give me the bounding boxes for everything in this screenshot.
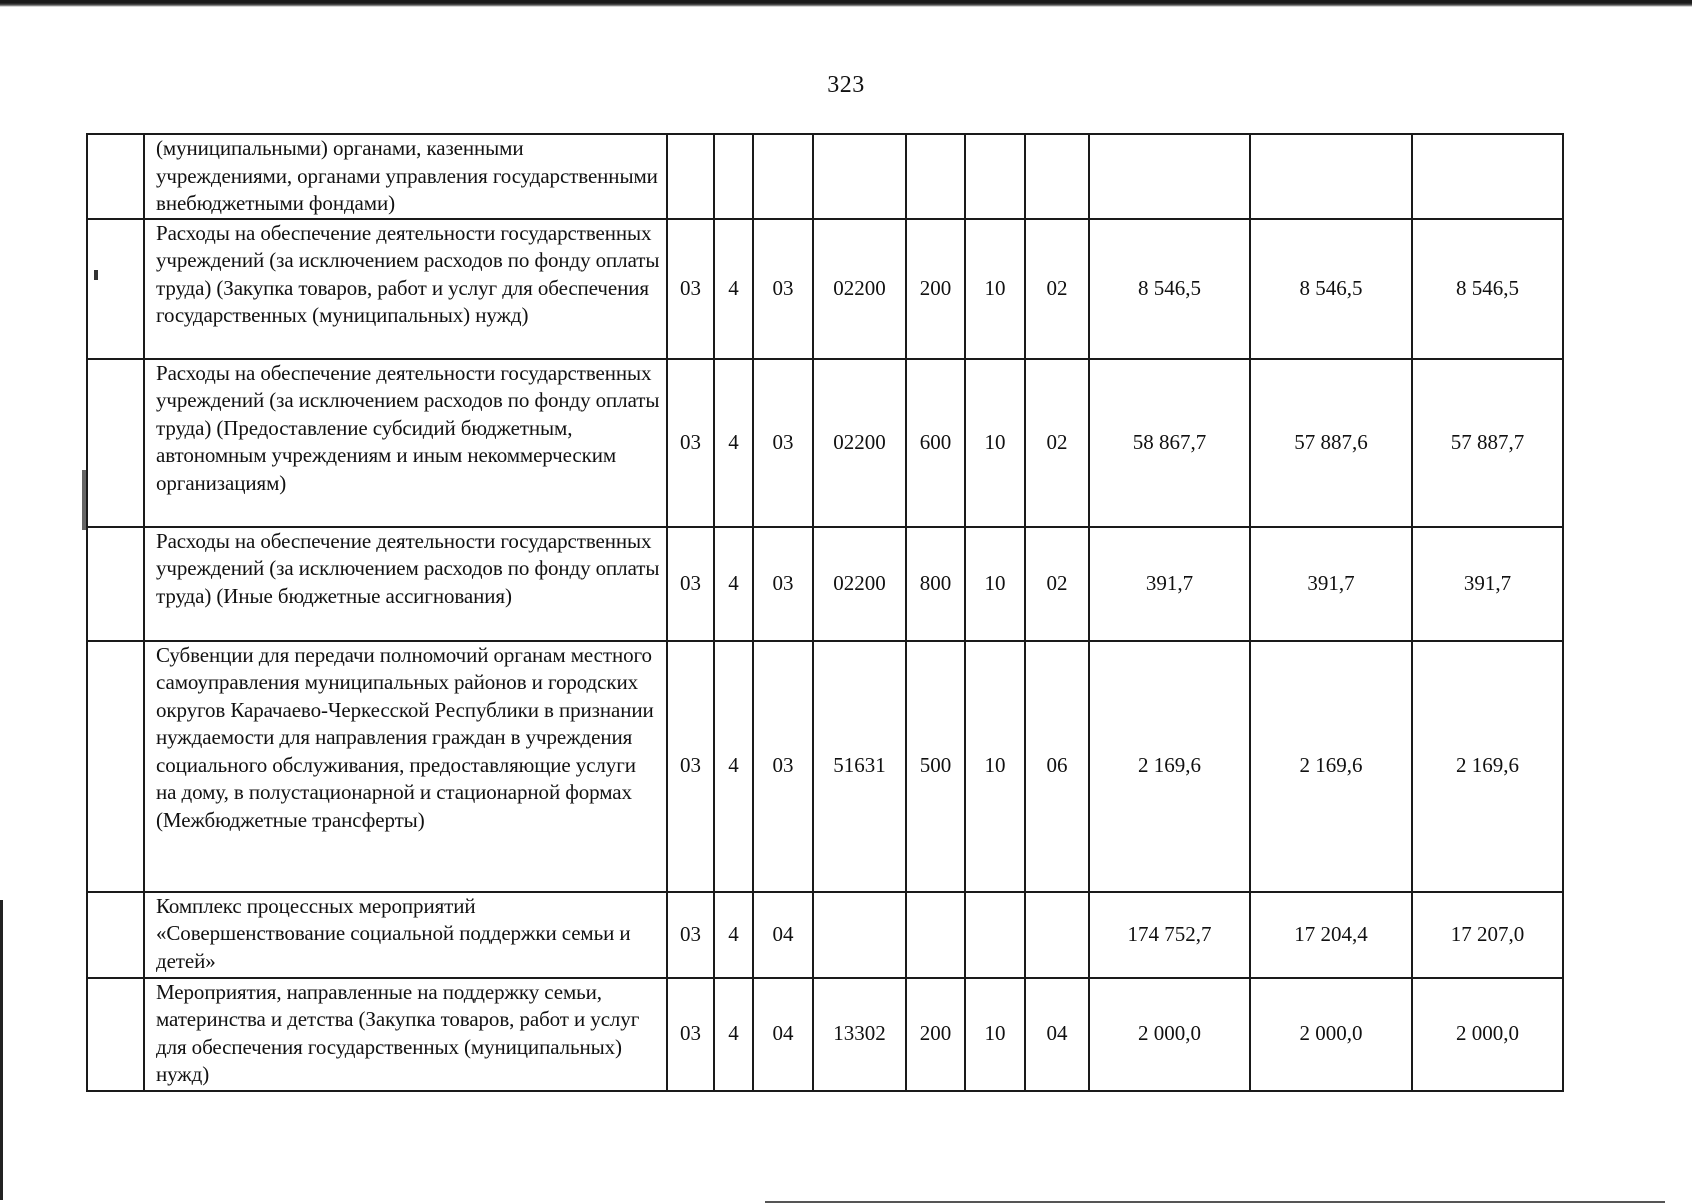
amount-cell: 2 169,6 [1250, 641, 1412, 892]
amount-cell [1412, 134, 1563, 219]
code-cell [906, 892, 965, 978]
code-cell: 02 [1025, 527, 1089, 641]
code-cell: 03 [667, 359, 714, 527]
row-number-cell [87, 134, 144, 219]
code-cell [753, 134, 813, 219]
expense-name: Расходы на обеспечение деятельности государственных учреждений (за исключением расходов по фонду оплаты труда) (Закупка товаров, работ и услуг для обеспечения государственных (муниципальных) нужд) [144, 219, 667, 359]
amount-cell [1250, 134, 1412, 219]
code-cell: 02200 [813, 527, 906, 641]
code-cell: 04 [753, 892, 813, 978]
expense-name: Расходы на обеспечение деятельности государственных учреждений (за исключением расходов по фонду оплаты труда) (Предоставление субсидий бюджетным, автономным учреждениям и иным некоммерческим организациям) [144, 359, 667, 527]
code-cell: 10 [965, 359, 1025, 527]
amount-cell: 17 207,0 [1412, 892, 1563, 978]
amount-cell: 2 000,0 [1412, 978, 1563, 1091]
expense-name: Субвенции для передачи полномочий органам местного самоуправления муниципальных районов и городских округов Карачаево-Черкесской Республики в признании нуждаемости для направления граждан в учреждения социального обслуживания, предоставляющие услуги на дому, в полустационарной и стационарной формах (Межбюджетные трансферты) [144, 641, 667, 892]
table-row [87, 219, 1563, 359]
code-cell [813, 892, 906, 978]
code-cell: 600 [906, 359, 965, 527]
row-number-cell [87, 892, 144, 978]
amount-cell: 174 752,7 [1089, 892, 1250, 978]
amount-cell: 391,7 [1089, 527, 1250, 641]
amount-cell: 391,7 [1412, 527, 1563, 641]
amount-cell: 2 000,0 [1089, 978, 1250, 1091]
code-cell: 4 [714, 219, 753, 359]
amount-cell: 8 546,5 [1089, 219, 1250, 359]
code-cell [667, 134, 714, 219]
code-cell: 03 [667, 219, 714, 359]
amount-cell: 8 546,5 [1412, 219, 1563, 359]
code-cell: 03 [667, 641, 714, 892]
row-number-cell [87, 359, 144, 527]
code-cell: 04 [1025, 978, 1089, 1091]
code-cell: 4 [714, 978, 753, 1091]
code-cell [1025, 892, 1089, 978]
amount-cell [1089, 134, 1250, 219]
table-row [87, 359, 1563, 527]
scan-edge-left [0, 900, 3, 1200]
amount-cell: 2 000,0 [1250, 978, 1412, 1091]
code-cell: 800 [906, 527, 965, 641]
code-cell: 4 [714, 359, 753, 527]
amount-cell: 57 887,7 [1412, 359, 1563, 527]
code-cell [906, 134, 965, 219]
expense-name: Мероприятия, направленные на поддержку семьи, материнства и детства (Закупка товаров, работ и услуг для обеспечения государственных (муниципальных) нужд) [144, 978, 667, 1091]
code-cell: 02200 [813, 359, 906, 527]
expense-name: Комплекс процессных мероприятий «Совершенствование социальной поддержки семьи и детей» [144, 892, 667, 978]
code-cell: 04 [753, 978, 813, 1091]
amount-cell: 8 546,5 [1250, 219, 1412, 359]
code-cell: 4 [714, 527, 753, 641]
expense-name: Расходы на обеспечение деятельности государственных учреждений (за исключением расходов по фонду оплаты труда) (Иные бюджетные ассигнования) [144, 527, 667, 641]
scan-edge-top [0, 0, 1692, 7]
code-cell: 10 [965, 219, 1025, 359]
code-cell: 500 [906, 641, 965, 892]
code-cell: 02200 [813, 219, 906, 359]
table-row [87, 892, 1563, 978]
code-cell [1025, 134, 1089, 219]
code-cell [813, 134, 906, 219]
code-cell: 03 [667, 978, 714, 1091]
code-cell: 10 [965, 641, 1025, 892]
table-row [87, 978, 1563, 1091]
code-cell: 02 [1025, 359, 1089, 527]
code-cell: 10 [965, 527, 1025, 641]
code-cell: 51631 [813, 641, 906, 892]
code-cell: 10 [965, 978, 1025, 1091]
code-cell: 03 [753, 219, 813, 359]
table-row [87, 641, 1563, 892]
row-number-cell [87, 978, 144, 1091]
code-cell: 06 [1025, 641, 1089, 892]
code-cell: 4 [714, 641, 753, 892]
budget-table [86, 133, 1564, 1092]
code-cell: 02 [1025, 219, 1089, 359]
code-cell: 03 [667, 892, 714, 978]
amount-cell: 2 169,6 [1089, 641, 1250, 892]
amount-cell: 17 204,4 [1250, 892, 1412, 978]
code-cell: 03 [667, 527, 714, 641]
amount-cell: 2 169,6 [1412, 641, 1563, 892]
code-cell: 03 [753, 359, 813, 527]
code-cell: 03 [753, 641, 813, 892]
table-row [87, 527, 1563, 641]
code-cell [714, 134, 753, 219]
code-cell [965, 892, 1025, 978]
expense-name: (муниципальными) органами, казенными учреждениями, органами управления государственными внебюджетными фондами) [144, 134, 667, 219]
code-cell: 03 [753, 527, 813, 641]
row-number-cell [87, 219, 144, 359]
code-cell: 4 [714, 892, 753, 978]
amount-cell: 391,7 [1250, 527, 1412, 641]
table-row [87, 134, 1563, 219]
amount-cell: 57 887,6 [1250, 359, 1412, 527]
amount-cell: 58 867,7 [1089, 359, 1250, 527]
code-cell: 200 [906, 219, 965, 359]
page-number: 323 [827, 72, 865, 98]
code-cell: 200 [906, 978, 965, 1091]
code-cell: 13302 [813, 978, 906, 1091]
row-number-cell [87, 527, 144, 641]
row-number-cell [87, 641, 144, 892]
code-cell [965, 134, 1025, 219]
